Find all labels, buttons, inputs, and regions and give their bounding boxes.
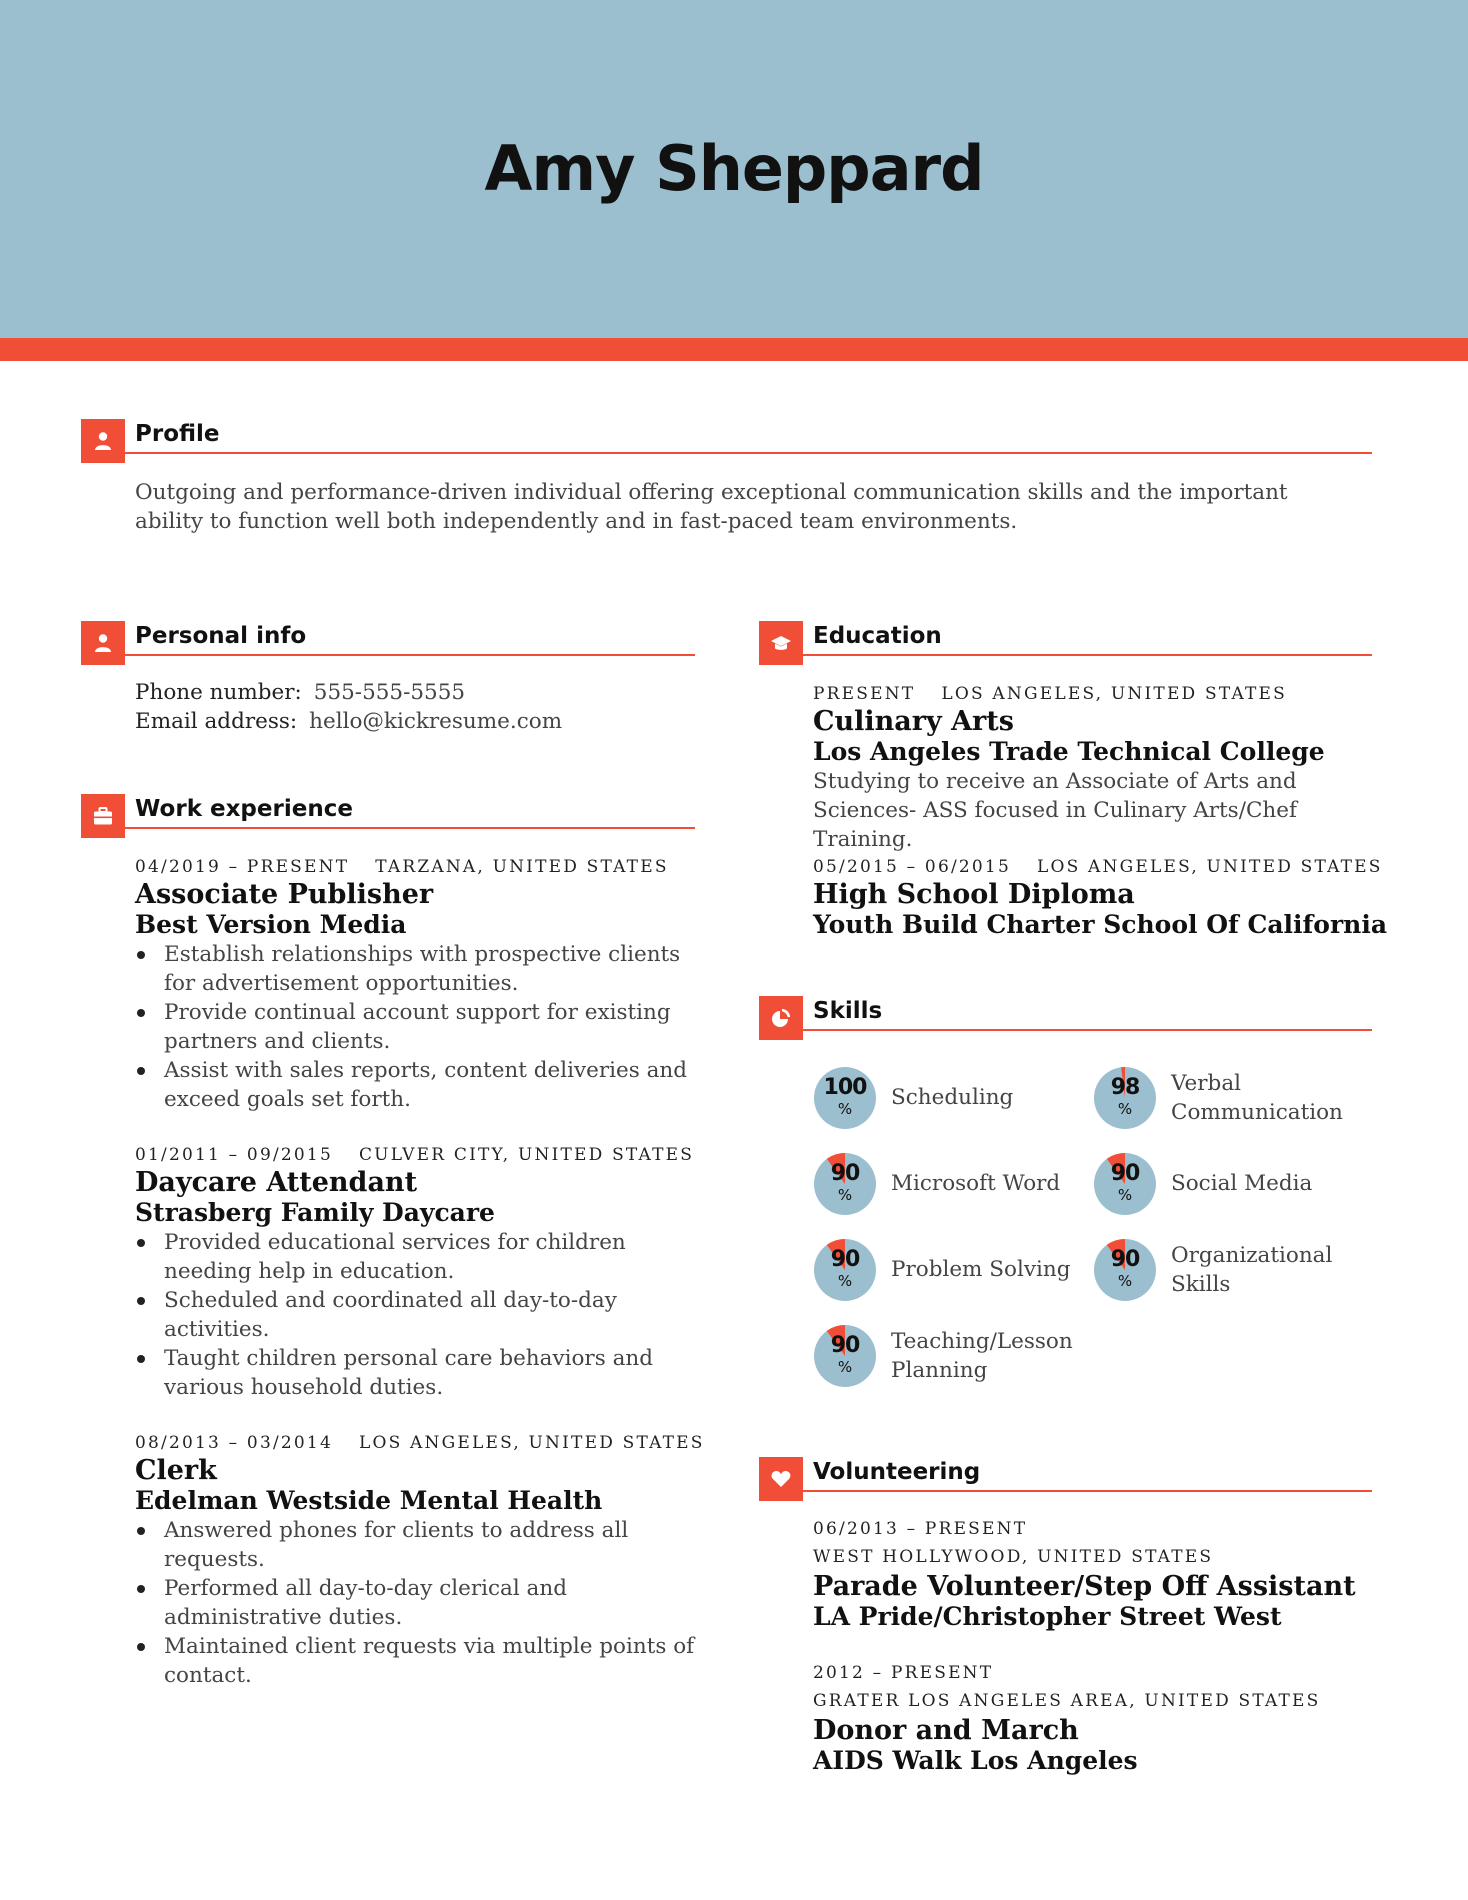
- graduation-cap-icon: [759, 621, 803, 665]
- degree-title: Culinary Arts: [813, 706, 1014, 737]
- volunteer-org: LA Pride/Christopher Street West: [813, 1602, 1282, 1631]
- job-meta: [135, 1145, 694, 1165]
- job-company: Strasberg Family Daycare: [135, 1198, 495, 1227]
- education-dates: PRESENT: [813, 684, 916, 704]
- percent-sign: %: [837, 1100, 853, 1118]
- skill-percent-value: 98: [1110, 1075, 1140, 1100]
- job-bullets: [135, 1228, 695, 1402]
- job-meta: [135, 1433, 705, 1453]
- email-row: [135, 709, 562, 734]
- job-dates: 08/2013 – 03/2014: [135, 1433, 333, 1453]
- section-divider: [125, 827, 695, 829]
- job-title: Associate Publisher: [135, 879, 434, 910]
- job-bullets: [135, 1516, 695, 1690]
- job-company: Best Version Media: [135, 910, 407, 939]
- section-divider: [803, 654, 1372, 656]
- personal-info-section-header: [81, 621, 695, 669]
- phone-label: Phone number:: [135, 680, 302, 705]
- skill-percent-value: 90: [1110, 1161, 1140, 1186]
- skill-percent-value: 90: [830, 1247, 860, 1272]
- section-divider: [125, 452, 1372, 454]
- job-location: CULVER CITY, UNITED STATES: [358, 1145, 695, 1165]
- profile-summary: Outgoing and performance-driven individual offering exceptional communication skills and the important ability to function well both independently and in fast-paced team environments.: [135, 480, 1288, 534]
- volunteer-org: AIDS Walk Los Angeles: [813, 1746, 1138, 1775]
- list-item: Scheduled and coordinated all day-to-day activities.: [135, 1286, 695, 1344]
- skill-item: [1093, 1238, 1373, 1304]
- school-name: Youth Build Charter School Of California: [813, 910, 1388, 939]
- skill-meter: [1093, 1152, 1157, 1216]
- phone-value: 555-555-5555: [313, 680, 466, 705]
- percent-sign: %: [1117, 1186, 1133, 1204]
- skill-name: Microsoft Word: [891, 1171, 1061, 1196]
- section-divider: [803, 1490, 1372, 1492]
- section-title: Personal info: [135, 623, 307, 649]
- list-item: Performed all day-to-day clerical and administrative duties.: [135, 1574, 695, 1632]
- degree-title: High School Diploma: [813, 879, 1135, 910]
- volunteer-dates: 06/2013 – PRESENT: [813, 1519, 1028, 1539]
- phone-row: [135, 680, 465, 705]
- heart-icon: [759, 1457, 803, 1501]
- email-value: hello@kickresume.com: [309, 709, 563, 734]
- volunteer-role: Donor and March: [813, 1715, 1079, 1746]
- email-label: Email address:: [135, 709, 298, 734]
- section-divider: [803, 1029, 1372, 1031]
- skill-item: [1093, 1152, 1373, 1218]
- volunteer-role: Parade Volunteer/Step Off Assistant: [813, 1571, 1356, 1602]
- percent-sign: %: [1117, 1272, 1133, 1290]
- percent-sign: %: [837, 1272, 853, 1290]
- list-item: Maintained client requests via multiple points of contact.: [135, 1632, 695, 1690]
- skills-section-header: [759, 996, 1372, 1044]
- section-title: Volunteering: [813, 1459, 981, 1485]
- volunteering-section-header: [759, 1457, 1372, 1505]
- list-item: Assist with sales reports, content deliveries and exceed goals set forth.: [135, 1056, 695, 1114]
- candidate-name: Amy Sheppard: [484, 132, 984, 205]
- section-title: Skills: [813, 998, 883, 1024]
- skill-item: [813, 1066, 1093, 1132]
- skill-name: Verbal Communication: [1171, 1071, 1343, 1125]
- skill-meter: [813, 1066, 877, 1130]
- education-meta: [813, 684, 1287, 704]
- job-company: Edelman Westside Mental Health: [135, 1486, 603, 1515]
- profile-section-header: [81, 419, 1372, 467]
- education-meta: [813, 857, 1383, 877]
- section-title: Work experience: [135, 796, 353, 822]
- job-dates: 04/2019 – PRESENT: [135, 857, 350, 877]
- skill-percent-value: 90: [830, 1333, 860, 1358]
- job-bullets: [135, 940, 695, 1114]
- job-location: LOS ANGELES, UNITED STATES: [358, 1433, 705, 1453]
- skill-item: [813, 1152, 1093, 1218]
- skill-item: [1093, 1066, 1373, 1132]
- education-location: LOS ANGELES, UNITED STATES: [941, 684, 1287, 704]
- percent-sign: %: [1117, 1100, 1133, 1118]
- list-item: Taught children personal care behaviors and various household duties.: [135, 1344, 695, 1402]
- section-title: Education: [813, 623, 942, 649]
- education-location: LOS ANGELES, UNITED STATES: [1036, 857, 1383, 877]
- skill-item: [813, 1238, 1093, 1304]
- section-title: Profile: [135, 421, 220, 447]
- list-item: Provide continual account support for existing partners and clients.: [135, 998, 695, 1056]
- person-icon: [81, 419, 125, 463]
- list-item: Answered phones for clients to address all requests.: [135, 1516, 695, 1574]
- briefcase-icon: [81, 794, 125, 838]
- skill-meter: [1093, 1238, 1157, 1302]
- job-title: Daycare Attendant: [135, 1167, 418, 1198]
- job-dates: 01/2011 – 09/2015: [135, 1145, 333, 1165]
- volunteer-location: GRATER LOS ANGELES AREA, UNITED STATES: [813, 1691, 1321, 1711]
- skill-meter: [813, 1152, 877, 1216]
- job-meta: [135, 857, 669, 877]
- skill-percent-value: 100: [823, 1075, 867, 1100]
- percent-sign: %: [837, 1186, 853, 1204]
- skill-meter: [813, 1238, 877, 1302]
- pie-chart-icon: [759, 996, 803, 1040]
- education-dates: 05/2015 – 06/2015: [813, 857, 1011, 877]
- volunteer-location: WEST HOLLYWOOD, UNITED STATES: [813, 1547, 1214, 1567]
- skill-name: Organizational Skills: [1171, 1243, 1333, 1297]
- education-section-header: [759, 621, 1372, 669]
- skill-name: Problem Solving: [891, 1257, 1071, 1282]
- skill-name: Social Media: [1171, 1171, 1313, 1196]
- list-item: Establish relationships with prospective clients for advertisement opportunities.: [135, 940, 695, 998]
- skill-item: [813, 1324, 1093, 1390]
- percent-sign: %: [837, 1358, 853, 1376]
- skill-name: Teaching/Lesson Planning: [891, 1329, 1073, 1383]
- skill-meter: [813, 1324, 877, 1388]
- header-accent-stripe: [0, 338, 1468, 361]
- school-name: Los Angeles Trade Technical College: [813, 737, 1325, 766]
- job-location: TARZANA, UNITED STATES: [375, 857, 669, 877]
- person-icon: [81, 621, 125, 665]
- volunteer-dates: 2012 – PRESENT: [813, 1663, 994, 1683]
- section-divider: [125, 654, 695, 656]
- job-title: Clerk: [135, 1455, 217, 1486]
- skill-name: Scheduling: [891, 1085, 1014, 1110]
- skill-percent-value: 90: [1110, 1247, 1140, 1272]
- list-item: Provided educational services for children needing help in education.: [135, 1228, 695, 1286]
- work-experience-section-header: [81, 794, 695, 842]
- skill-meter: [1093, 1066, 1157, 1130]
- skill-percent-value: 90: [830, 1161, 860, 1186]
- education-description: Studying to receive an Associate of Arts and Sciences- ASS focused in Culinary Arts/Chef Training.: [813, 769, 1297, 852]
